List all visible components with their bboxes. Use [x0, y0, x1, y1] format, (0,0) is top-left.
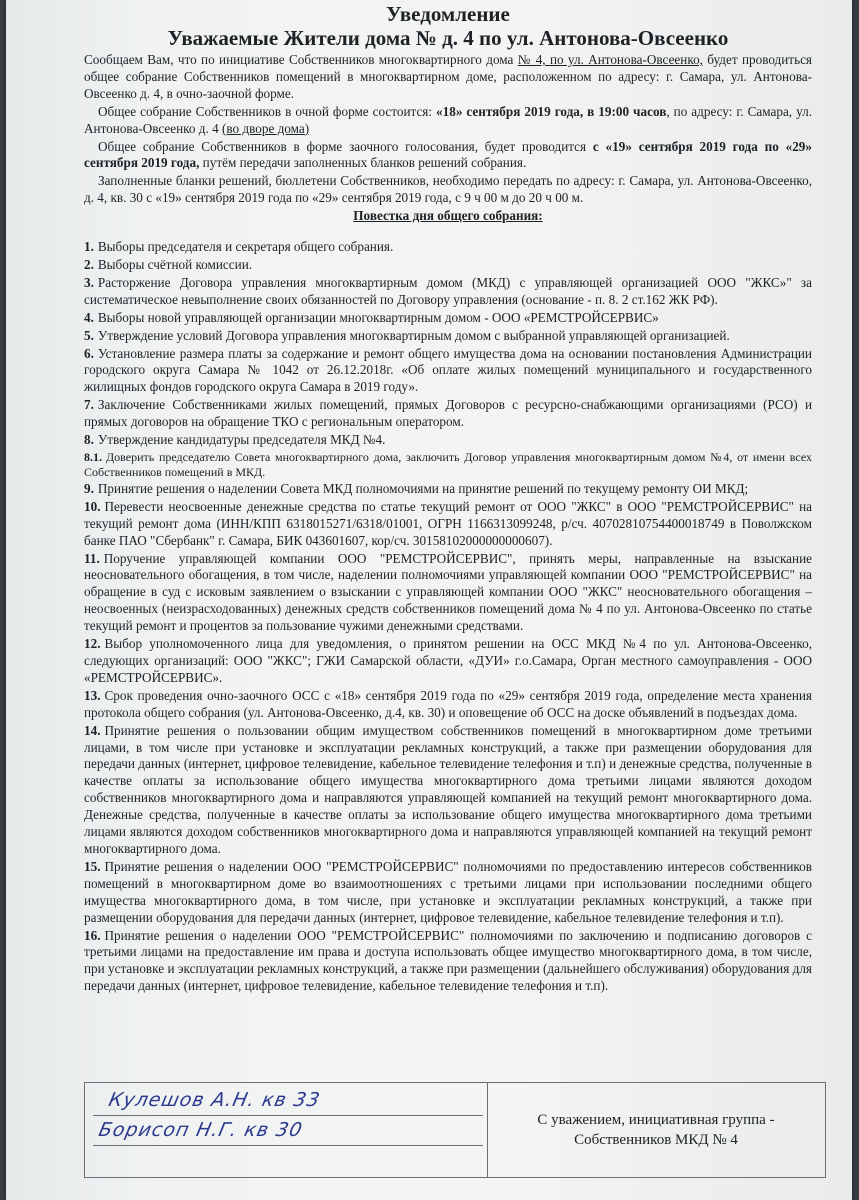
agenda-item	[84, 346, 812, 397]
meeting-date-bold: «18» сентября 2019 года, в 19:00 часов	[436, 103, 667, 119]
agenda-item-text: Утверждение кандидатуры председателя МКД №4.	[97, 432, 386, 448]
agenda-item-number: 2.	[84, 256, 94, 272]
intro-section	[84, 52, 812, 207]
intro-paragraph-3	[84, 139, 812, 173]
signature-area	[85, 1083, 488, 1177]
agenda-item	[84, 397, 812, 431]
signature-rule	[93, 1145, 483, 1146]
intro-paragraph-1	[84, 52, 812, 103]
document-sheet	[6, 0, 852, 1200]
agenda-item-number: 6.	[84, 345, 94, 361]
agenda-item-number: 12.	[84, 636, 101, 652]
agenda-item	[84, 636, 812, 687]
intro-text: Сообщаем Вам, что по инициативе Собственников многоквартирного дома	[84, 52, 518, 67]
agenda-item-number: 1.	[84, 239, 94, 255]
agenda-item-number: 16.	[84, 927, 101, 943]
agenda-item	[84, 551, 812, 636]
agenda-item	[84, 688, 812, 722]
footer-table	[84, 1082, 826, 1178]
agenda-title: Повестка дня общего собрания:	[353, 208, 543, 224]
intro-text: Общее собрание Собственников в форме заочного голосования, будет проводится	[98, 138, 593, 154]
signature-handwritten-2: Борисоп Н.Г. кв 30	[96, 1119, 305, 1141]
agenda-item-number: 8.1.	[84, 449, 102, 464]
agenda-item	[84, 928, 812, 996]
agenda-item	[84, 328, 812, 345]
agenda-item-text: Расторжение Договора управления многоквартирным домом (МКД) с управляющей организацией ООО "ЖКС»" за систематическое невыполнение своих обязанностей по Договору управления (основание - п. 8. 2 ст.162 ЖК РФ).	[84, 274, 812, 307]
agenda-item-text: Выборы новой управляющей организации многоквартирным домом - ООО «РЕМСТРОЙСЕРВИС»	[97, 309, 659, 325]
agenda-item-text: Выборы председателя и секретаря общего собрания.	[97, 239, 394, 255]
agenda-item-text: Принятие решения о наделении ООО "РЕМСТРОЙСЕРВИС" полномочиями по заключению и подписанию договоров с третьими лицами на предоставление им права и доступа использовать общее имущество многоквартирного дома, в том числе, при установке и эксплуатации рекламных конструкций, а также при размещении (дальнейшего обслуживания) оборудования для передачи данных (интернет, цифровое телевидение, кабельное телевидение телефония и т.п).	[84, 927, 812, 994]
document-subtitle: Уважаемые Жители дома № д. 4 по ул. Антонова-Овсеенко	[167, 26, 729, 50]
agenda-item	[84, 450, 812, 480]
document-title: Уведомление	[386, 2, 510, 26]
agenda-item-number: 11.	[84, 550, 100, 566]
closing-block	[487, 1083, 825, 1177]
agenda-item-text: Выборы счётной комиссии.	[97, 256, 253, 272]
agenda-item-text: Утверждение условий Договора управления многоквартирным домом с выбранной управляющей организацией.	[97, 327, 730, 343]
agenda-item	[84, 257, 812, 274]
intro-text: будет проводиться общее собрание Собственников помещений в многоквартирном доме, расположенном по адресу: г. Самара, ул. Антонова-Овсеенко д. 4, в очно-заочной форме.	[84, 52, 813, 101]
agenda-item-number: 8.	[84, 432, 94, 448]
agenda-item-text: Принятие решения о наделении Совета МКД полномочиями на принятие решений по текущему ремонту ОИ МКД;	[97, 480, 749, 496]
agenda-item-number: 7.	[84, 397, 94, 413]
agenda-item-text: Срок проведения очно-заочного ОСС с «18» сентября 2019 года по «29» сентября 2019 года, определение места хранения протокола общего собрания (ул. Антонова-Овсеенко, д.4, кв. 30) и оповещение об ОСС на доске объявлений в подъездах дома.	[84, 687, 812, 720]
closing-line-1: С уважением, инициативная группа -	[537, 1112, 775, 1128]
closing-line-2: Собственников МКД № 4	[574, 1132, 738, 1148]
agenda-item-text: Доверить председателю Совета многоквартирного дома, заключить Договор управления многоквартирным домом №4, от имени всех Собственников помещений в МКД.	[84, 449, 812, 479]
agenda-item-text: Выбор уполномоченного лица для уведомления, о принятом решении на ОСС МКД №4 по ул. Антонова-Овсеенко, следующих организаций: ООО "ЖКС"; ГЖИ Самарской области, «ДУИ» г.о.Самара, Орган местного самоуправления - ООО «РЕМСТРОЙСЕРВИС».	[84, 636, 812, 685]
agenda-item	[84, 275, 812, 309]
voting-period-bold: с «19» сентября 2019 года по «29» сентября 2019 года,	[84, 138, 812, 171]
agenda-item	[84, 432, 812, 449]
meeting-place-underlined: (во дворе дома)	[222, 120, 310, 136]
signature-handwritten-1: Кулешов А.Н. кв 33	[106, 1089, 323, 1111]
signature-rule	[93, 1115, 483, 1116]
agenda-item	[84, 481, 812, 498]
agenda-item-text: Принятие решения о пользовании общим имуществом собственников помещений в многоквартирном доме третьими лицами, в том числе при установке и эксплуатации рекламных конструкций, а также при размещении оборудования для передачи данных (интернет, цифровое телевидение, кабельное телевидение телефония и т.п) и денежные средства, полученные в качестве оплаты за использование общего имущества многоквартирного дома третьими лицами являются доходом собственников многоквартирного дома и направляются управляющей компанией на текущий ремонт многоквартирного дома. Денежные средства, полученные в качестве оплаты за использование общего имущества многоквартирного дома третьими лицами являются доходом собственников многоквартирного дома и направляются управляющей компанией на текущий ремонт многоквартирного дома.	[84, 722, 812, 856]
agenda-item-number: 15.	[84, 858, 101, 874]
agenda-item-number: 3.	[84, 274, 94, 290]
document-content	[84, 2, 812, 996]
agenda-item-number: 14.	[84, 722, 101, 738]
agenda-item	[84, 239, 812, 256]
intro-text: путём передачи заполненных бланков решений собрания.	[199, 155, 527, 171]
intro-text: , по адресу: г. Самара, ул. Антонова-Овсеенко д. 4	[84, 103, 812, 136]
agenda-item-text: Поручение управляющей компании ООО "РЕМСТРОЙСЕРВИС", принять меры, направленные на взыскание неосновательного обогащения, в том числе, наделении полномочиями управляющей компании ООО "РЕМСТРОЙСЕРВИС" на обращение в суд с исковым заявлением о взыскании с управляющей компании ООО "ЖКС" неосновательного обогащения – неосвоенных (неизрасходованных) денежных средств собственников помещений дома № 4 по ул. Антонова-Овсеенко по статье текущий ремонт и процентов за пользование чужими денежными средствами.	[84, 550, 812, 634]
agenda-item-number: 13.	[84, 687, 101, 703]
agenda-item	[84, 310, 812, 327]
intro-paragraph-2	[84, 104, 812, 138]
agenda-item-number: 5.	[84, 327, 94, 343]
intro-text: Общее собрание Собственников в очной форме состоится:	[98, 103, 437, 119]
intro-address-underlined: № 4, по ул. Антонова-Овсеенко,	[517, 52, 703, 67]
agenda-item	[84, 859, 812, 927]
agenda-item-number: 10.	[84, 498, 101, 514]
agenda-item-text: Принятие решения о наделении ООО "РЕМСТРОЙСЕРВИС" полномочиями по предоставлению интересов собственников помещений в многоквартирном доме во взаимоотношениях с третьими лицами при использовании последними общего имущества многоквартирного дома, в том числе, при установке и эксплуатации рекламных конструкций, а также при размещении оборудования для передачи данных (интернет, цифровое телевидение, кабельное телевидение телефония и т.п).	[84, 858, 812, 925]
agenda-item-text: Установление размера платы за содержание и ремонт общего имущества дома на основании постановления Администрации городского округа Самара № 1042 от 26.12.2018г. «Об оплате жилых помещений муниципального и государственного жилищных фондов городского округа Самара в 2019 году».	[84, 345, 812, 395]
agenda-item-text: Перевести неосвоенные денежные средства по статье текущий ремонт от ООО "ЖКС" в ООО "РЕМСТРОЙСЕРВИС" на текущий ремонт дома (ИНН/КПП 6318015271/6318/01001, ОГРН 1166313099248, р/сч. 40702810754400018749 в Поволжском банке ПАО "Сбербанк" г. Самара, БИК 043601607, кор/сч. 30158102000000000607).	[84, 498, 812, 548]
agenda-item-text: Заключение Собственниками жилых помещений, прямых Договоров с ресурсно-снабжающими организациями (РСО) и прямых договоров на обращение ТКО с региональным оператором.	[84, 397, 812, 430]
agenda-item	[84, 499, 812, 550]
agenda-list	[84, 239, 812, 995]
agenda-item	[84, 723, 812, 858]
intro-paragraph-4: Заполненные бланки решений, бюллетени Собственников, необходимо передать по адресу: г. Самара, ул. Антонова-Овсеенко, д. 4, кв. 30 с «19» сентября 2019 года по «29» сентября 2019 года, с 9 ч 00 м до 20 ч 00 м.	[84, 173, 812, 206]
agenda-item-number: 9.	[84, 480, 94, 496]
agenda-item-number: 4.	[84, 309, 94, 325]
